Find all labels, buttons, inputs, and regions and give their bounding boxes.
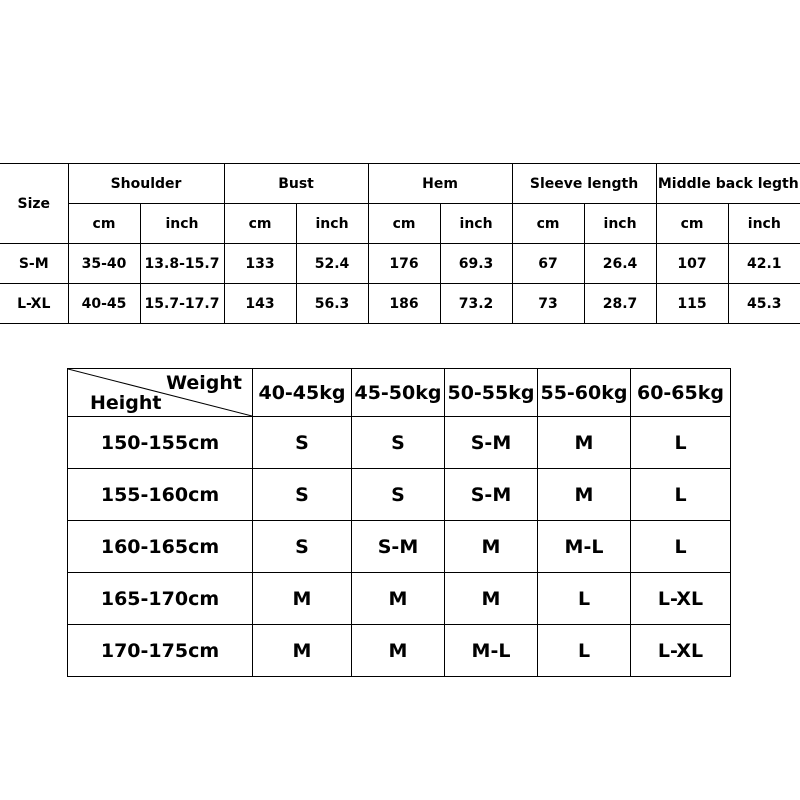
- size-cell: L-XL: [631, 573, 731, 625]
- size-cell: M: [538, 417, 631, 469]
- unit-cm: cm: [656, 204, 728, 244]
- hem-header: Hem: [368, 164, 512, 204]
- unit-inch: inch: [140, 204, 224, 244]
- unit-cm: cm: [68, 204, 140, 244]
- size-cell: M-L: [445, 625, 538, 677]
- size-row-l-xl: [0, 284, 800, 324]
- height-label: 155-160cm: [68, 469, 253, 521]
- table-cell: 176: [368, 244, 440, 284]
- size-cell: M: [538, 469, 631, 521]
- table-cell: 67: [512, 244, 584, 284]
- size-cell: S: [253, 417, 352, 469]
- table-cell: 107: [656, 244, 728, 284]
- weight-header: 40-45kg: [253, 369, 352, 417]
- fit-row: [68, 469, 731, 521]
- weight-header: 50-55kg: [445, 369, 538, 417]
- unit-cm: cm: [512, 204, 584, 244]
- table-cell: 52.4: [296, 244, 368, 284]
- unit-inch: inch: [584, 204, 656, 244]
- height-label: 150-155cm: [68, 417, 253, 469]
- size-cell: M: [445, 573, 538, 625]
- table-cell: 143: [224, 284, 296, 324]
- table-cell: 69.3: [440, 244, 512, 284]
- bust-header: Bust: [224, 164, 368, 204]
- height-weight-corner-cell: [68, 369, 253, 417]
- fit-header-row: [68, 369, 731, 417]
- table-cell: 13.8-15.7: [140, 244, 224, 284]
- size-cell: L: [538, 573, 631, 625]
- size-row-s-m: [0, 244, 800, 284]
- size-cell: S: [253, 469, 352, 521]
- table-cell: 28.7: [584, 284, 656, 324]
- size-cell: M: [352, 625, 445, 677]
- table-cell: 73: [512, 284, 584, 324]
- table-cell: 56.3: [296, 284, 368, 324]
- fit-row: [68, 625, 731, 677]
- size-cell: L: [631, 521, 731, 573]
- unit-cm: cm: [368, 204, 440, 244]
- size-cell: S: [253, 521, 352, 573]
- size-cell: M: [445, 521, 538, 573]
- shoulder-header: Shoulder: [68, 164, 224, 204]
- size-cell: L-XL: [631, 625, 731, 677]
- unit-inch: inch: [440, 204, 512, 244]
- height-label: 160-165cm: [68, 521, 253, 573]
- size-header-cell: Size: [0, 164, 68, 244]
- size-cell: M: [253, 573, 352, 625]
- size-chart-unit-row: [0, 204, 800, 244]
- middle-back-length-header: Middle back legth: [656, 164, 800, 204]
- weight-header: 45-50kg: [352, 369, 445, 417]
- table-cell: 26.4: [584, 244, 656, 284]
- size-cell: M: [253, 625, 352, 677]
- table-cell: 42.1: [728, 244, 800, 284]
- height-weight-fit-table: [67, 368, 731, 677]
- size-cell: M-L: [538, 521, 631, 573]
- unit-cm: cm: [224, 204, 296, 244]
- table-cell: 40-45: [68, 284, 140, 324]
- fit-row: [68, 521, 731, 573]
- size-cell: S: [352, 469, 445, 521]
- table-cell: 15.7-17.7: [140, 284, 224, 324]
- size-cell: L: [631, 417, 731, 469]
- unit-inch: inch: [728, 204, 800, 244]
- table-cell: 186: [368, 284, 440, 324]
- size-label: L-XL: [0, 284, 68, 324]
- size-cell: L: [631, 469, 731, 521]
- weight-header: 60-65kg: [631, 369, 731, 417]
- weight-label: Weight: [166, 372, 242, 394]
- table-cell: 133: [224, 244, 296, 284]
- height-label: 165-170cm: [68, 573, 253, 625]
- table-cell: 115: [656, 284, 728, 324]
- size-cell: S-M: [445, 417, 538, 469]
- weight-header: 55-60kg: [538, 369, 631, 417]
- size-chart-table: [0, 163, 800, 324]
- table-cell: 35-40: [68, 244, 140, 284]
- size-label: S-M: [0, 244, 68, 284]
- fit-row: [68, 417, 731, 469]
- size-chart-header-row: [0, 164, 800, 204]
- table-cell: 45.3: [728, 284, 800, 324]
- size-cell: S-M: [352, 521, 445, 573]
- unit-inch: inch: [296, 204, 368, 244]
- size-cell: L: [538, 625, 631, 677]
- sleeve-length-header: Sleeve length: [512, 164, 656, 204]
- size-cell: S-M: [445, 469, 538, 521]
- size-cell: S: [352, 417, 445, 469]
- table-cell: 73.2: [440, 284, 512, 324]
- size-cell: M: [352, 573, 445, 625]
- height-label: 170-175cm: [68, 625, 253, 677]
- height-label: Height: [90, 392, 162, 414]
- fit-row: [68, 573, 731, 625]
